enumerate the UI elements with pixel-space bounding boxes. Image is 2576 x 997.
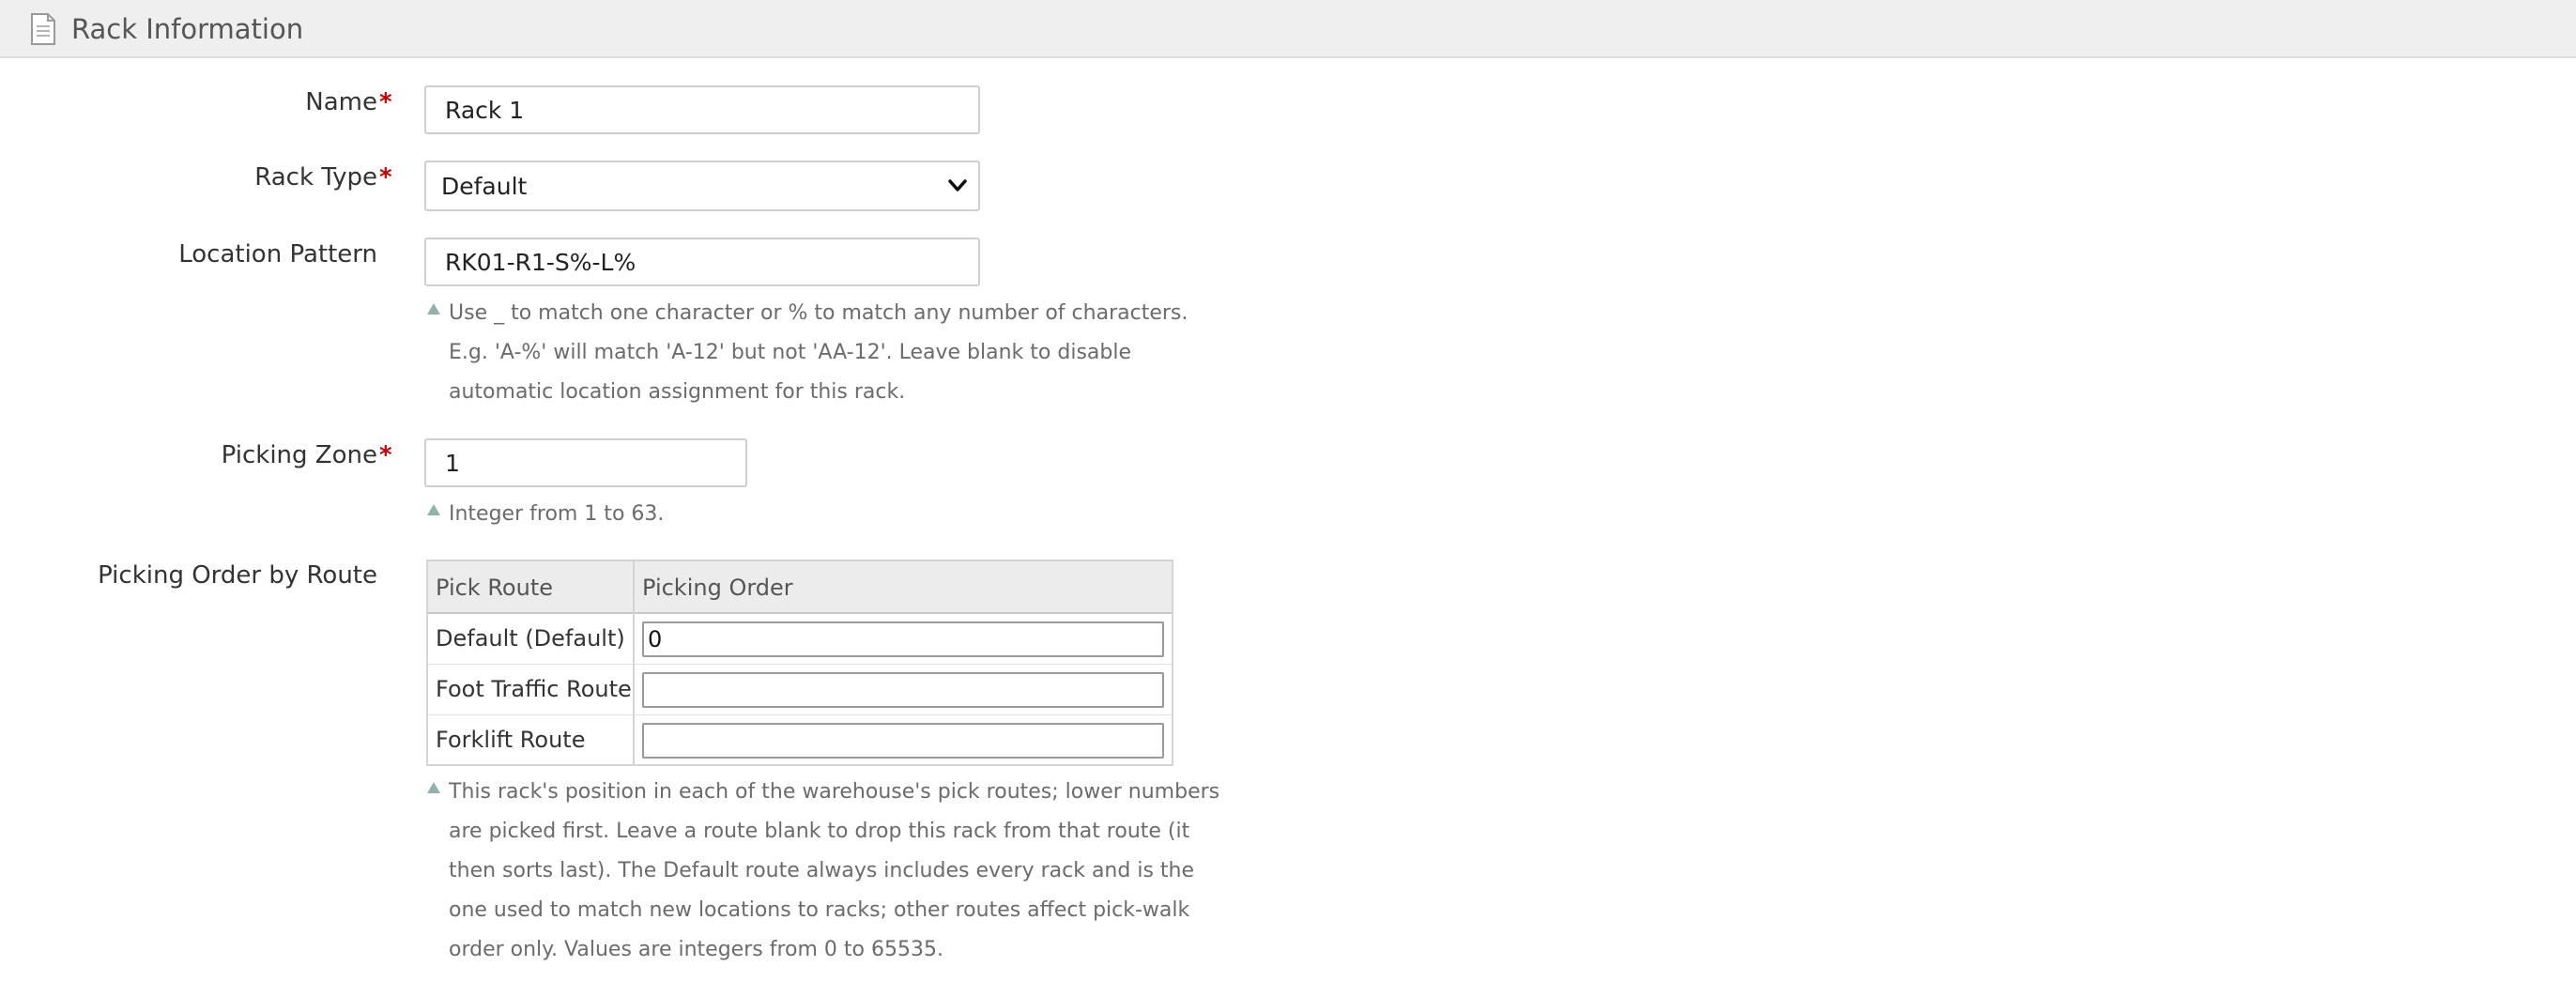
help-text-line: This rack's position in each of the warehouse's pick routes; lower numbers	[449, 780, 1220, 804]
table-row	[428, 715, 1172, 766]
help-text-line: order only. Values are integers from 0 to 65535.	[449, 938, 943, 961]
help-text-line: E.g. 'A-%' will match 'A-12' but not 'AA-12'. Leave blank to disable	[449, 341, 1131, 364]
location-pattern-help	[424, 294, 1194, 416]
table-row	[428, 614, 1172, 665]
rack-type-label: Rack Type	[254, 163, 377, 192]
section-header	[0, 0, 2576, 58]
help-text-line: one used to match new locations to racks; other routes affect pick-walk	[449, 898, 1190, 922]
picking-order-label: Picking Order by Route	[98, 561, 377, 590]
help-text-line: automatic location assignment for this rack.	[449, 380, 906, 404]
picking-zone-input[interactable]	[424, 438, 747, 487]
help-triangle-icon	[427, 782, 440, 793]
rack-type-select[interactable]	[424, 161, 980, 211]
required-marker: *	[379, 441, 392, 469]
name-label: Name	[305, 88, 377, 116]
picking-zone-help	[424, 495, 1194, 534]
required-marker: *	[379, 163, 392, 192]
page-title: Rack Information	[71, 13, 304, 45]
picking-order-input-default[interactable]	[642, 621, 1164, 657]
route-name: Forklift Route	[436, 727, 586, 753]
picking-order-help	[424, 773, 1220, 974]
route-name: Foot Traffic Route	[436, 676, 632, 702]
route-name: Default (Default)	[436, 625, 625, 652]
pick-route-table	[426, 560, 1173, 766]
column-header-pick-route: Pick Route	[436, 575, 554, 601]
location-pattern-input[interactable]	[424, 238, 980, 286]
document-icon	[30, 13, 56, 45]
help-text-line: are picked first. Leave a route blank to drop this rack from that route (it	[449, 820, 1190, 843]
help-text-line: then sorts last). The Default route always includes every rack and is the	[449, 859, 1195, 882]
help-triangle-icon	[427, 303, 440, 314]
picking-order-input-foot-traffic[interactable]	[642, 672, 1164, 708]
rack-type-selected-value: Default	[441, 173, 528, 200]
required-marker: *	[379, 88, 392, 116]
chevron-down-icon	[946, 176, 969, 195]
table-row	[428, 665, 1172, 715]
column-header-picking-order: Picking Order	[642, 575, 793, 601]
picking-zone-label: Picking Zone	[221, 441, 377, 469]
help-text-line: Use _ to match one character or % to match any number of characters.	[449, 301, 1188, 325]
table-header	[428, 561, 1172, 614]
location-pattern-label: Location Pattern	[178, 240, 377, 268]
help-triangle-icon	[427, 504, 440, 515]
picking-order-input-forklift[interactable]	[642, 723, 1164, 759]
help-text-line: Integer from 1 to 63.	[449, 502, 665, 526]
name-input[interactable]	[424, 85, 980, 134]
